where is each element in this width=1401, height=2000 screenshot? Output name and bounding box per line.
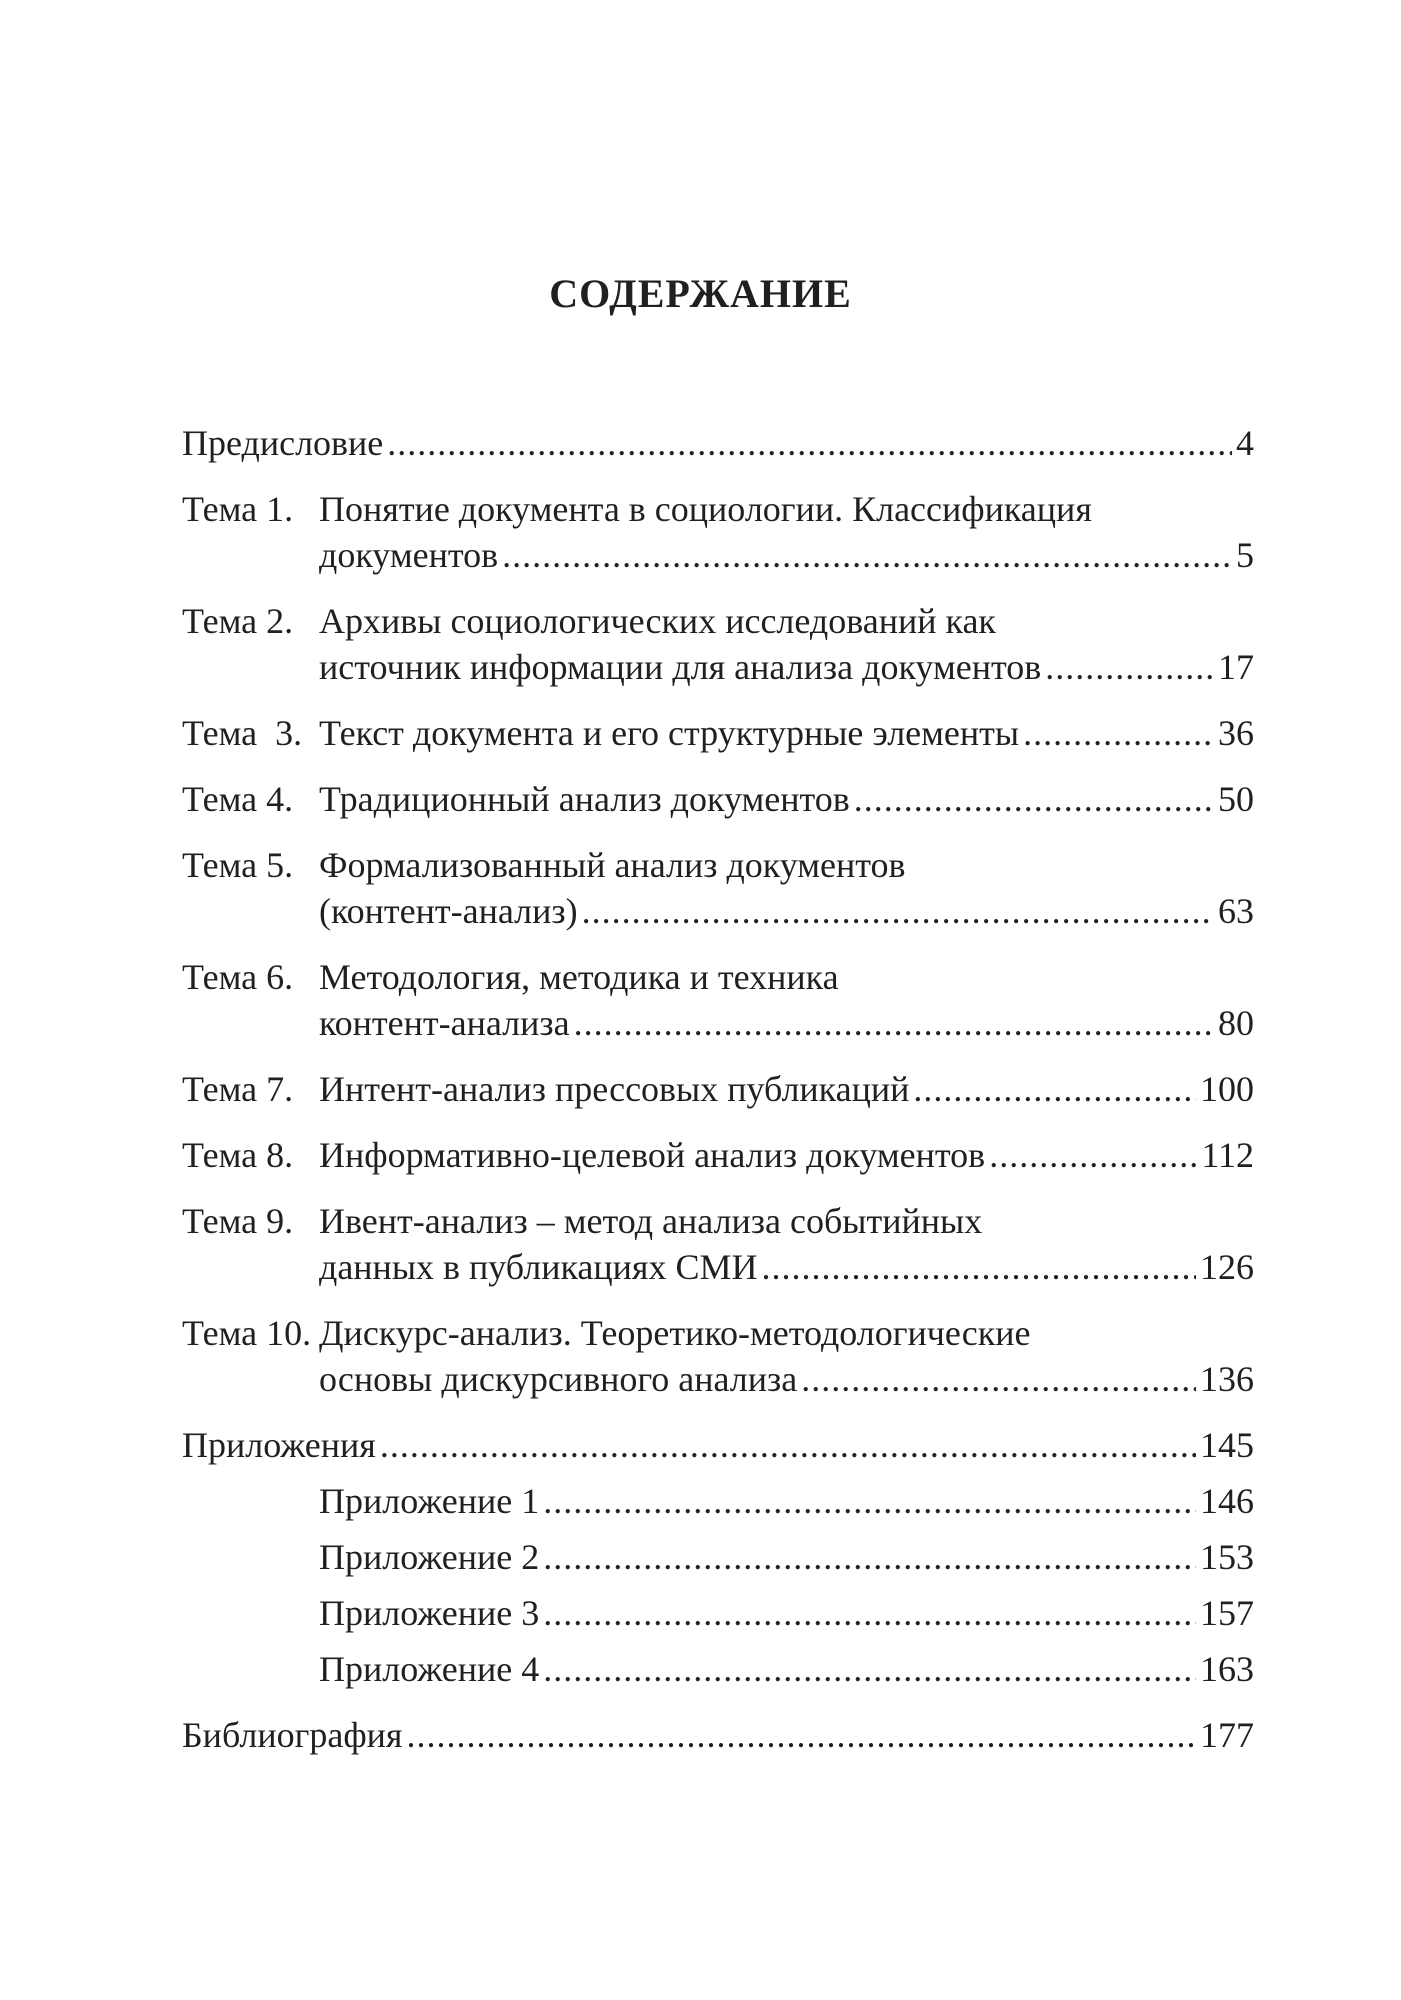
- toc-entry-topic-6: [182, 954, 1254, 1046]
- toc-page-number: 17: [1218, 647, 1254, 687]
- toc-page-number: 136: [1200, 1359, 1254, 1399]
- dot-leader: [543, 1534, 1196, 1580]
- toc-entry-title: Архивы социологических исследований как: [319, 601, 996, 641]
- toc-entry-topic-1: [182, 486, 1254, 578]
- toc-entry-topic-7: [182, 1066, 1254, 1112]
- toc-entry-title: Информативно-целевой анализ документов: [319, 1135, 986, 1175]
- topic-number: Тема 5.: [182, 845, 294, 885]
- toc-entry-title: Методология, методика и техника: [319, 957, 839, 997]
- toc-page-number: 157: [1200, 1593, 1254, 1633]
- toc-entry-topic-8: [182, 1132, 1254, 1178]
- toc-entry-title: Приложения: [182, 1425, 376, 1465]
- dot-leader: [380, 1422, 1196, 1468]
- topic-number: Тема 3.: [182, 713, 303, 753]
- topic-number: Тема 6.: [182, 957, 294, 997]
- toc-entry-topic-9: [182, 1198, 1254, 1290]
- toc-page-number: 177: [1200, 1715, 1254, 1755]
- toc-entry-appendices: [182, 1422, 1254, 1468]
- dot-leader: [502, 532, 1232, 578]
- toc-entry-appendix-2: [182, 1534, 1254, 1580]
- toc-entry-appendix-1: [182, 1478, 1254, 1524]
- toc-entry-preface: [182, 420, 1254, 466]
- dot-leader: [543, 1478, 1196, 1524]
- topic-number: Тема 4.: [182, 779, 294, 819]
- toc-page-number: 146: [1200, 1481, 1254, 1521]
- toc-page-number: 80: [1218, 1003, 1254, 1043]
- toc-entry-title: Приложение 3: [319, 1593, 540, 1633]
- topic-number: Тема 7.: [182, 1069, 294, 1109]
- toc-entry-title: Формализованный анализ документов: [319, 845, 906, 885]
- toc-entry-topic-2: [182, 598, 1254, 690]
- toc-page-number: 112: [1201, 1135, 1254, 1175]
- toc-entry-title: Текст документа и его структурные элементы: [319, 713, 1020, 753]
- toc-page-number: 63: [1218, 891, 1254, 931]
- toc-entry-topic-10: [182, 1310, 1254, 1402]
- toc-page-number: 36: [1218, 713, 1254, 753]
- toc-entry-topic-3: [182, 710, 1254, 756]
- page-title: СОДЕРЖАНИЕ: [549, 271, 852, 316]
- toc-entry-title-continued: источник информации для анализа документов: [319, 647, 1042, 687]
- toc-page-number: 153: [1200, 1537, 1254, 1577]
- topic-number: Тема 2.: [182, 601, 294, 641]
- toc-entry-title: Интент-анализ прессовых публикаций: [319, 1069, 910, 1109]
- toc-entry-title: Традиционный анализ документов: [319, 779, 850, 819]
- topic-number: Тема 9.: [182, 1201, 294, 1241]
- toc-entry-bibliography: [182, 1712, 1254, 1758]
- toc-entry-title: Ивент-анализ – метод анализа событийных: [319, 1201, 983, 1241]
- toc-entry-title: Библиография: [182, 1715, 403, 1755]
- dot-leader: [1045, 644, 1214, 690]
- toc-entry-title-continued: основы дискурсивного анализа: [319, 1359, 798, 1399]
- table-of-contents: [182, 420, 1254, 1758]
- toc-entry-title: Предисловие: [182, 423, 384, 463]
- toc-entry-title-continued: данных в публикациях СМИ: [319, 1247, 758, 1287]
- toc-entry-topic-5: [182, 842, 1254, 934]
- toc-page-number: 4: [1236, 423, 1254, 463]
- toc-entry-title-continued: (контент-анализ): [319, 891, 578, 931]
- toc-page-number: 145: [1200, 1425, 1254, 1465]
- toc-page-number: 100: [1200, 1069, 1254, 1109]
- toc-entry-appendix-4: [182, 1646, 1254, 1692]
- dot-leader: [1023, 710, 1214, 756]
- dot-leader: [406, 1712, 1196, 1758]
- toc-entry-title: Дискурс-анализ. Теоретико-методологические: [319, 1313, 1031, 1353]
- toc-entry-title-continued: документов: [319, 535, 499, 575]
- toc-entry-title-continued: контент-анализа: [319, 1003, 570, 1043]
- toc-page-number: 163: [1200, 1649, 1254, 1689]
- topic-number: Тема 10.: [182, 1313, 312, 1353]
- dot-leader: [989, 1132, 1197, 1178]
- topic-number: Тема 8.: [182, 1135, 294, 1175]
- toc-entry-title: Приложение 2: [319, 1537, 540, 1577]
- dot-leader: [387, 420, 1232, 466]
- dot-leader: [574, 1000, 1214, 1046]
- dot-leader: [543, 1646, 1196, 1692]
- toc-entry-title: Приложение 1: [319, 1481, 540, 1521]
- toc-entry-title: Понятие документа в социологии. Классификация: [319, 489, 1092, 529]
- toc-entry-topic-4: [182, 776, 1254, 822]
- dot-leader: [801, 1356, 1196, 1402]
- toc-page-number: 5: [1236, 535, 1254, 575]
- dot-leader: [854, 776, 1214, 822]
- toc-page-number: 50: [1218, 779, 1254, 819]
- dot-leader: [762, 1244, 1197, 1290]
- dot-leader: [913, 1066, 1196, 1112]
- toc-entry-appendix-3: [182, 1590, 1254, 1636]
- toc-entry-title: Приложение 4: [319, 1649, 540, 1689]
- toc-page-number: 126: [1200, 1247, 1254, 1287]
- dot-leader: [543, 1590, 1196, 1636]
- dot-leader: [582, 888, 1214, 934]
- topic-number: Тема 1.: [182, 489, 294, 529]
